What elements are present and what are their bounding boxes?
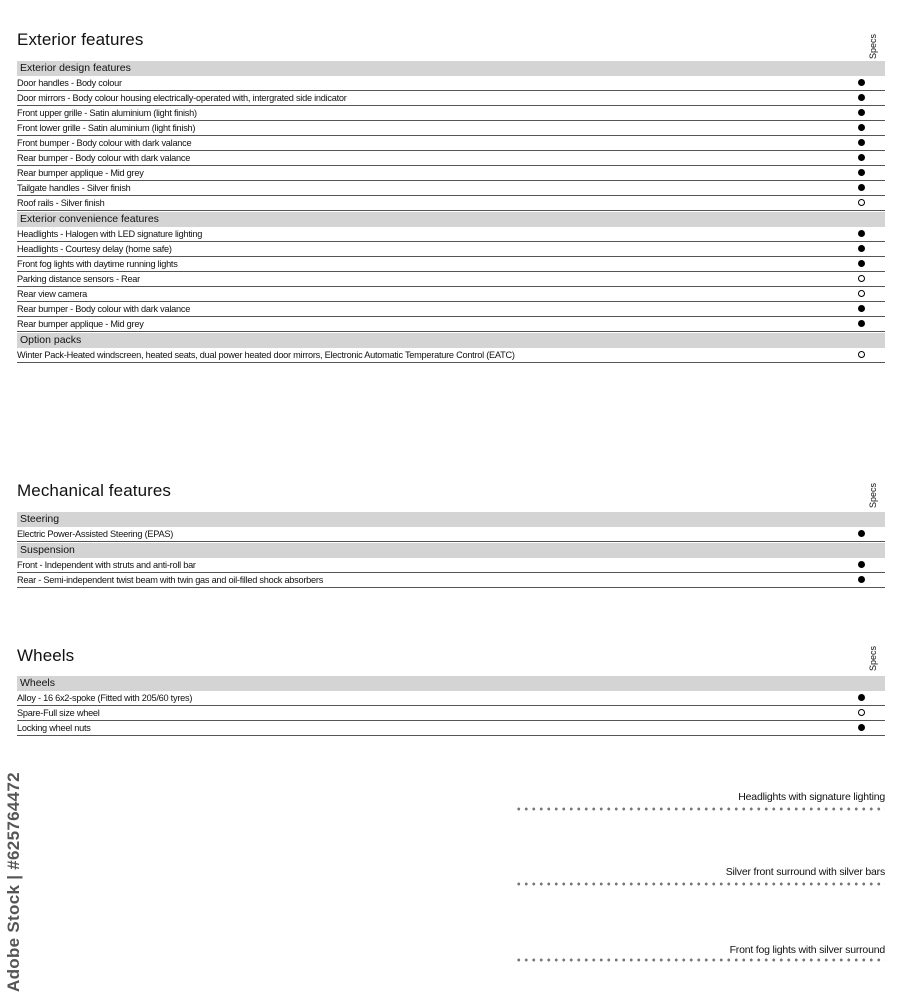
- group-header: Exterior design features: [17, 61, 885, 76]
- table-row: [17, 196, 885, 211]
- standard-dot-icon: [858, 139, 865, 146]
- group-header: Suspension: [17, 543, 885, 558]
- row-label: Front lower grille - Satin aluminium (light finish): [17, 123, 196, 133]
- stock-id-text: Adobe Stock | #625764472: [4, 772, 23, 992]
- mechanical-title: Mechanical features: [17, 481, 172, 500]
- wheels-title: Wheels: [17, 646, 75, 665]
- standard-dot-icon: [858, 576, 865, 583]
- row-label: Front - Independent with struts and anti-roll bar: [17, 560, 196, 570]
- standard-dot-icon: [858, 245, 865, 252]
- standard-dot-icon: [858, 184, 865, 191]
- row-label: Front bumper - Body colour with dark valance: [17, 138, 192, 148]
- standard-dot-icon: [858, 154, 865, 161]
- row-label: Rear bumper applique - Mid grey: [17, 319, 144, 329]
- table-row: [17, 181, 885, 196]
- mechanical-table: [17, 511, 885, 588]
- table-row: [17, 121, 885, 136]
- optional-circle-icon: [858, 290, 865, 297]
- optional-circle-icon: [858, 199, 865, 206]
- table-row: [17, 302, 885, 317]
- table-row: [17, 106, 885, 121]
- table-row: [17, 76, 885, 91]
- dotted-leader: [515, 882, 885, 886]
- table-row: [17, 558, 885, 573]
- table-row: [17, 227, 885, 242]
- table-row: [17, 257, 885, 272]
- row-label: Front fog lights with daytime running lights: [17, 259, 178, 269]
- group-header: Option packs: [17, 333, 885, 348]
- mechanical-specs-label: Specs: [868, 483, 878, 509]
- row-label: Headlights - Courtesy delay (home safe): [17, 244, 172, 254]
- table-row: [17, 691, 885, 706]
- row-label: Rear - Semi-independent twist beam with twin gas and oil-filled shock absorbers: [17, 575, 324, 585]
- caption-fog-lights: Front fog lights with silver surround: [729, 944, 885, 956]
- row-label: Rear bumper applique - Mid grey: [17, 168, 144, 178]
- optional-circle-icon: [858, 275, 865, 282]
- row-label: Winter Pack-Heated windscreen, heated seats, dual power heated door mirrors, Electronic Automatic Temperature Control (EATC): [17, 350, 515, 360]
- row-label: Roof rails - Silver finish: [17, 198, 105, 208]
- optional-circle-icon: [858, 709, 865, 716]
- caption-headlights: Headlights with signature lighting: [738, 791, 885, 803]
- row-label: Rear view camera: [17, 289, 88, 299]
- standard-dot-icon: [858, 79, 865, 86]
- standard-dot-icon: [858, 561, 865, 568]
- dotted-leader: [515, 958, 885, 962]
- row-label: Rear bumper - Body colour with dark valance: [17, 304, 191, 314]
- standard-dot-icon: [858, 694, 865, 701]
- group-header: Steering: [17, 512, 885, 527]
- table-row: [17, 91, 885, 106]
- table-row: [17, 317, 885, 332]
- table-row: [17, 166, 885, 181]
- standard-dot-icon: [858, 94, 865, 101]
- row-label: Alloy - 16 6x2-spoke (Fitted with 205/60 tyres): [17, 693, 193, 703]
- dotted-leader: [515, 807, 885, 811]
- table-row: [17, 706, 885, 721]
- table-row: [17, 272, 885, 287]
- table-row: [17, 527, 885, 542]
- row-label: Door mirrors - Body colour housing electrically-operated with, intergrated side indicator: [17, 93, 347, 103]
- row-label: Door handles - Body colour: [17, 78, 122, 88]
- caption-front-surround: Silver front surround with silver bars: [725, 866, 885, 878]
- standard-dot-icon: [858, 109, 865, 116]
- group-header: Wheels: [17, 676, 885, 691]
- row-label: Electric Power-Assisted Steering (EPAS): [17, 529, 174, 539]
- row-label: Locking wheel nuts: [17, 723, 91, 733]
- standard-dot-icon: [858, 260, 865, 267]
- row-label: Spare-Full size wheel: [17, 708, 100, 718]
- table-row: [17, 573, 885, 588]
- wheels-specs-label: Specs: [868, 646, 878, 672]
- table-row: [17, 348, 885, 363]
- table-row: [17, 151, 885, 166]
- group-header: Exterior convenience features: [17, 212, 885, 227]
- standard-dot-icon: [858, 724, 865, 731]
- standard-dot-icon: [858, 230, 865, 237]
- standard-dot-icon: [858, 124, 865, 131]
- exterior-specs-label: Specs: [868, 34, 878, 60]
- table-row: [17, 136, 885, 151]
- table-row: [17, 721, 885, 736]
- standard-dot-icon: [858, 530, 865, 537]
- row-label: Tailgate handles - Silver finish: [17, 183, 131, 193]
- table-row: [17, 287, 885, 302]
- wheels-table: [17, 675, 885, 736]
- table-row: [17, 242, 885, 257]
- standard-dot-icon: [858, 305, 865, 312]
- exterior-title: Exterior features: [17, 30, 144, 49]
- standard-dot-icon: [858, 320, 865, 327]
- row-label: Parking distance sensors - Rear: [17, 274, 140, 284]
- optional-circle-icon: [858, 351, 865, 358]
- row-label: Front upper grille - Satin aluminium (light finish): [17, 108, 197, 118]
- row-label: Headlights - Halogen with LED signature lighting: [17, 229, 203, 239]
- row-label: Rear bumper - Body colour with dark valance: [17, 153, 191, 163]
- standard-dot-icon: [858, 169, 865, 176]
- exterior-table: [17, 60, 885, 363]
